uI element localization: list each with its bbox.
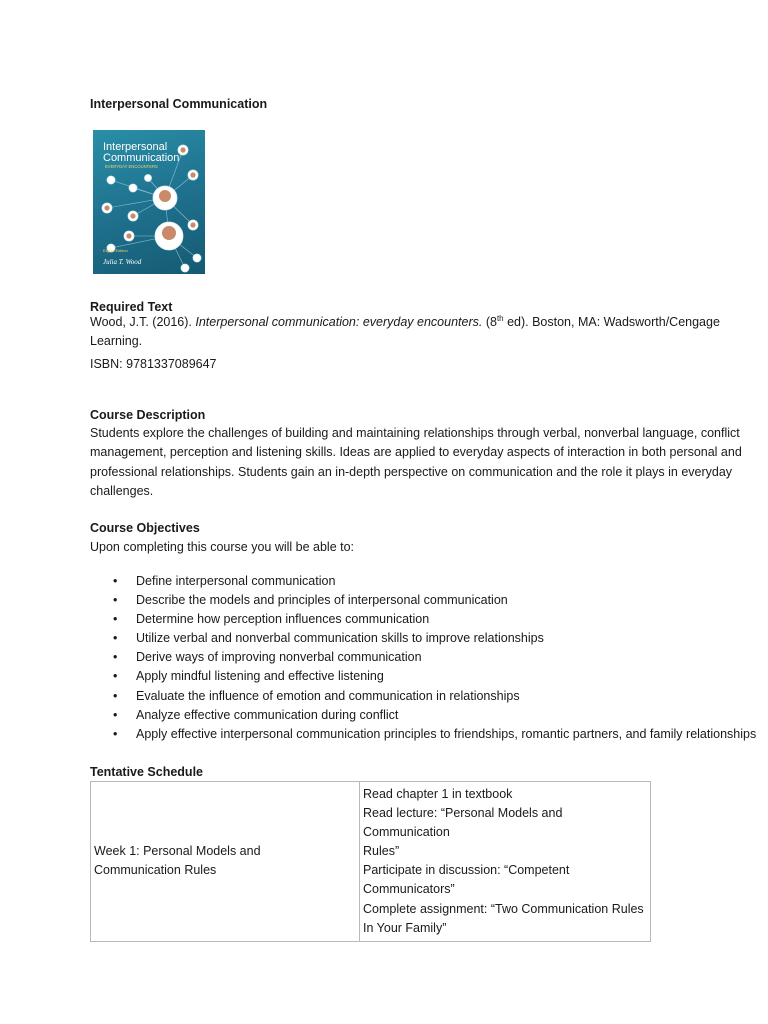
page-title: Interpersonal Communication <box>90 97 268 111</box>
cover-title-line2: Communication <box>103 152 180 164</box>
schedule-heading: Tentative Schedule <box>90 765 203 779</box>
required-text-citation <box>90 313 750 352</box>
course-description-heading: Course Description <box>90 408 206 422</box>
task-line: In Your Family” <box>363 920 447 935</box>
citation-prefix: Wood, J.T. (2016). <box>90 315 196 329</box>
task-line: Read chapter 1 in textbook <box>363 787 513 801</box>
task-line: Complete assignment: “Two Communication Rules <box>363 901 644 916</box>
citation-line2: Learning. <box>90 334 143 349</box>
list-item <box>90 687 768 706</box>
bullet-icon: • <box>113 688 118 703</box>
cover-subtitle: EVERYDAY ENCOUNTERS <box>105 164 158 169</box>
description-line: challenges. <box>90 483 154 498</box>
list-item <box>90 591 768 610</box>
objective-text: Derive ways of improving nonverbal communication <box>136 650 422 665</box>
course-description-body <box>90 424 760 501</box>
citation-title: Interpersonal communication: everyday encounters. <box>195 315 483 329</box>
isbn: ISBN: 9781337089647 <box>90 357 217 371</box>
list-item <box>90 667 768 686</box>
objective-text: Define interpersonal communication <box>136 574 336 588</box>
task-line: Participate in discussion: “Competent <box>363 863 570 878</box>
course-objectives-heading: Course Objectives <box>90 521 200 535</box>
citation-edition-pre: (8 <box>482 315 497 329</box>
task-line: Rules” <box>363 844 400 859</box>
description-line: Students explore the challenges of building and maintaining relationships through verbal, nonverbal language, conflict <box>90 426 740 440</box>
description-line: professional relationships. Students gain an in-depth perspective on communication and the role it plays in everyday <box>90 464 733 479</box>
bullet-icon: • <box>113 593 118 608</box>
tasks-cell <box>360 782 651 942</box>
bullet-icon: • <box>113 574 118 588</box>
bullet-icon: • <box>113 726 118 741</box>
objective-text: Apply effective interpersonal communication principles to friendships, romantic partners, and family relationships <box>136 726 757 741</box>
citation-edition-sup: th <box>496 314 504 323</box>
objectives-list <box>90 572 768 744</box>
bullet-icon: • <box>113 707 118 722</box>
list-item <box>90 706 768 725</box>
cover-title-line1: Interpersonal <box>103 141 168 153</box>
list-item <box>90 648 768 667</box>
task-line: Read lecture: “Personal Models and Communication <box>363 806 563 840</box>
table-row <box>91 782 651 942</box>
list-item <box>90 629 768 648</box>
list-item <box>90 572 768 591</box>
objective-text: Analyze effective communication during conflict <box>136 707 399 722</box>
bullet-icon: • <box>113 631 118 646</box>
required-text-heading: Required Text <box>90 300 173 314</box>
objective-text: Apply mindful listening and effective listening <box>136 669 384 684</box>
list-item <box>90 725 768 744</box>
week-label-line: Communication Rules <box>94 863 217 878</box>
week-cell <box>91 782 360 942</box>
bullet-icon: • <box>113 669 118 684</box>
objective-text: Describe the models and principles of interpersonal communication <box>136 593 508 608</box>
objective-text: Utilize verbal and nonverbal communication skills to improve relationships <box>136 631 544 646</box>
schedule-table <box>90 781 651 942</box>
cover-author-signature: Julia T. Wood <box>103 258 142 266</box>
task-line: Communicators” <box>363 882 455 897</box>
description-line: management, perception and listening skills. Ideas are applied to everyday aspects of interaction in both personal and <box>90 445 742 460</box>
objective-text: Evaluate the influence of emotion and communication in relationships <box>136 688 520 703</box>
course-objectives-intro: Upon completing this course you will be able to: <box>90 540 355 554</box>
list-item <box>90 610 768 629</box>
book-cover-image <box>93 130 205 274</box>
bullet-icon: • <box>113 650 118 665</box>
bullet-icon: • <box>113 612 118 627</box>
week-label-line: Week 1: Personal Models and <box>94 843 261 858</box>
objective-text: Determine how perception influences communication <box>136 612 430 627</box>
citation-suffix: ed). Boston, MA: Wadsworth/Cengage <box>503 315 720 329</box>
book-cover-art <box>93 130 205 274</box>
cover-edition: Eighth Edition <box>103 248 128 253</box>
